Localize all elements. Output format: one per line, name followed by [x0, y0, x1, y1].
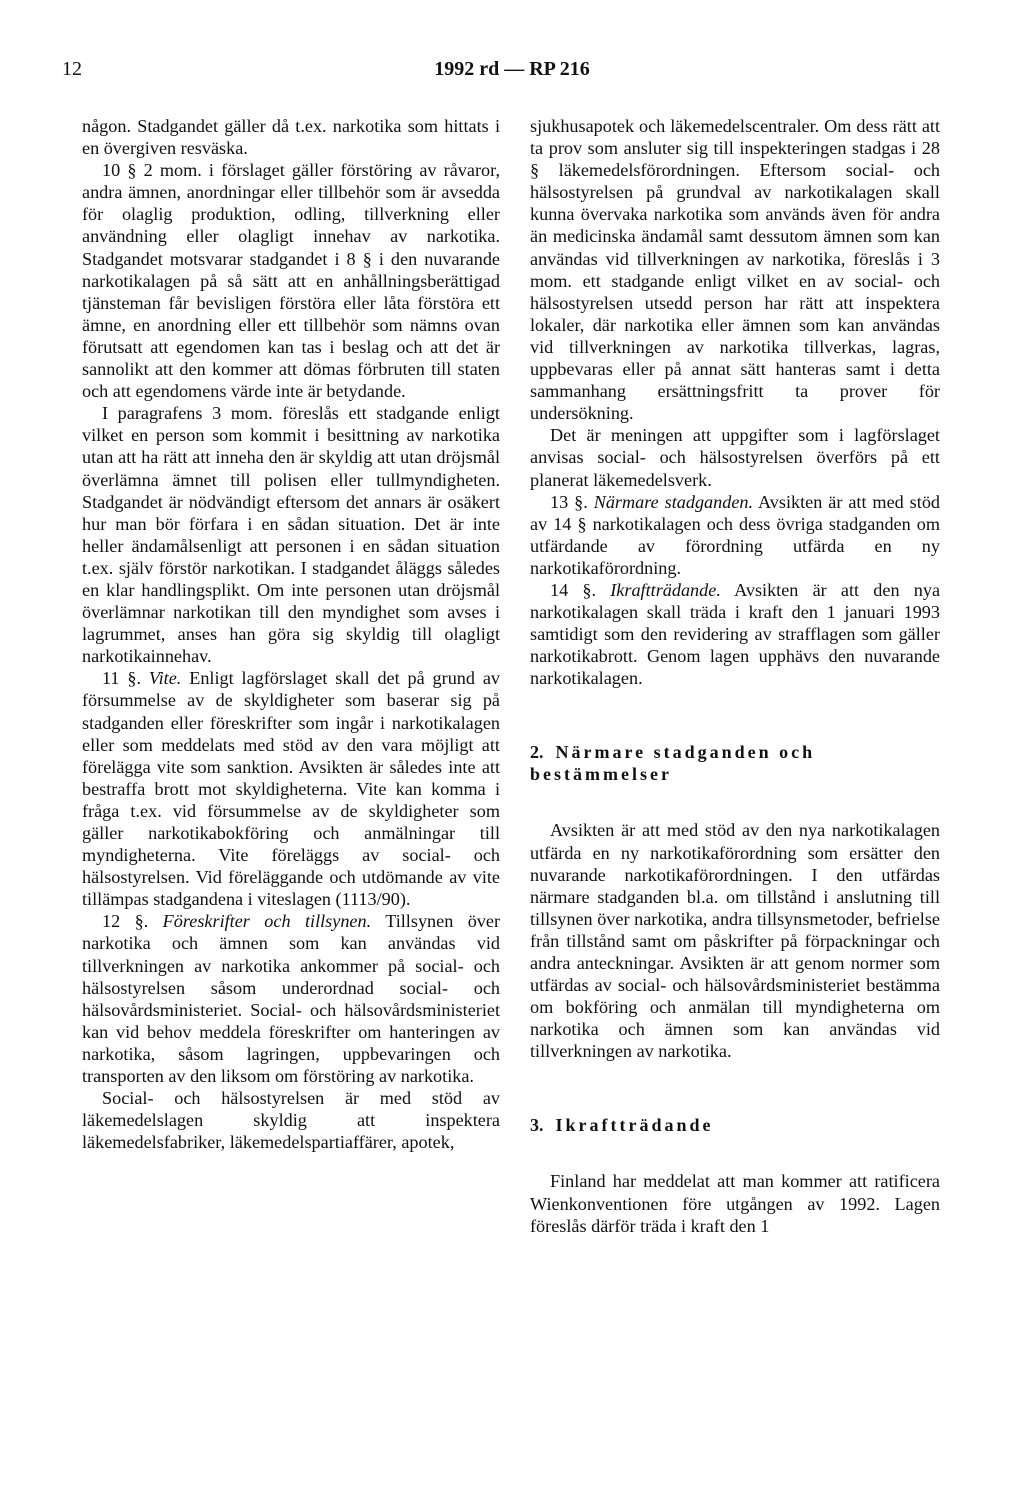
paragraph: Social- och hälsostyrelsen är med stöd av läkemedelslagen skyldig att inspektera läkemedelsfabriker, läkemedelspartiaffärer, apotek, [82, 1088, 500, 1153]
paragraph: sjukhusapotek och läkemedelscentraler. Om dess rätt att ta prov som ansluter sig till inspekteringen stadgas i 28 § läkemedelsförordningen. Eftersom social- och hälsostyrelsen på grundval av narkotikalagen skall kunna övervaka narkotika som används även för andra än medicinska ändamål samt dessutom ämnen som kan användas vid tillverkningen av narkotika, föreslås i 3 mom. ett stadgande enligt vilket en av social- och hälsostyrelsen utsedd person har rätt att inspektera lokaler, där narkotika eller ämnen som kan användas vid tillverkningen av narkotika tillverkas, lagras, uppbevaras eller på annat sätt hanteras samt i detta sammanhang ersättningsfritt ta prover för undersökning. [530, 116, 940, 424]
running-head: 1992 rd — RP 216 [434, 58, 590, 80]
section-heading-inline: Ikraftträdande. [610, 579, 721, 600]
paragraph: 10 § 2 mom. i förslaget gäller förstöring av råvaror, andra ämnen, anordningar eller tillbehör som är avsedda för olaglig produktion, odling, tillverkning eller användning eller olagligt innehav av narkotika. Stadgandet motsvarar stadgandet i 8 § i den nuvarande narkotikalagen på så sätt att en anhållningsberättigad tjänsteman får bevisligen förstöra eller låta förstöra ett ämne, en anordning eller ett tillbehör som nämns ovan förutsatt att egendomen kan tas i beslag och att det är sannolikt att den kommer att dömas förbruten till staten och att egendomens värde inte är betydande. [82, 160, 500, 402]
paragraph: Det är meningen att uppgifter som i lagförslaget anvisas social- och hälsostyrelsen överförs på ett planerat läkemedelsverk. [530, 425, 940, 490]
page-number: 12 [62, 58, 82, 80]
section-number: 3. [530, 1115, 544, 1136]
section-number: 2. [530, 742, 544, 763]
section-heading-inline: Föreskrifter och tillsynen. [162, 911, 372, 932]
section-heading-inline: Vite. [148, 668, 182, 689]
section-lead: 14 §. [550, 579, 597, 600]
paragraph-12-foreskrifter [82, 910, 500, 1087]
right-column [530, 115, 940, 1237]
paragraph: Finland har meddelat att man kommer att ratificera Wienkonventionen före utgången av 1992. Lagen föreslås därför träda i kraft den 1 [530, 1171, 940, 1236]
section-lead: 12 §. [102, 911, 149, 932]
section-heading-2 [530, 741, 940, 785]
paragraph-11-vite [82, 667, 500, 910]
section-title-continued: bestämmelser [530, 764, 672, 785]
paragraph: I paragrafens 3 mom. föreslås ett stadgande enligt vilket en person som kommit i besittning av narkotika utan att ha rätt att inneha den är skyldig att utan dröjsmål överlämna ämnet till polisen eller tullmyndigheten. Stadgandet är nödvändigt eftersom det annars är osäkert hur man bör förfara i en sådan situation. Det är inte heller ändamålsenligt att personen i en sådan situation t.ex. själv förstör narkotikan. I stadgandet åläggs således en klar handlingsplikt. Om inte personen utan dröjsmål överlämnar narkotikan till den myndighet som avses i lagrummet, anses han göra sig skyldig till olagligt narkotikainnehav. [82, 403, 500, 667]
section-title: Närmare stadganden och [555, 742, 816, 763]
section-heading-inline: Närmare stadganden. [593, 491, 754, 512]
paragraph-text: Tillsynen över narkotika och ämnen som kan användas vid tillverkningen av narkotika ankommer på social- och hälsostyrelsen såsom underordnad social- och hälsovårdsministeriet. Social- och hälsovårdsministeriet kan vid behov meddela föreskrifter om hanteringen av narkotika, såsom lagringen, uppbevaringen och transporten av den liksom om förstöring av narkotika. [82, 911, 501, 1087]
left-column [82, 115, 500, 1153]
paragraph: någon. Stadgandet gäller då t.ex. narkotika som hittats i en övergiven resväska. [82, 116, 500, 159]
section-heading-3 [530, 1114, 940, 1136]
paragraph-text: Avsikten är att den nya narkotikalagen skall träda i kraft den 1 januari 1993 samtidigt som den revidering av strafflagen som gäller narkotikabrott. Genom lagen upphävs den nuvarande narkotikalagen. [530, 579, 941, 689]
paragraph-text: Enligt lagförslaget skall det på grund av försummelse av de skyldigheter som baserar sig på stadganden eller föreskrifter som ingår i narkotikalagen eller som meddelats med stöd av den vara möjligt att förelägga vite som sanktion. Avsikten är således inte att bestraffa brott mot skyldigheterna. Vite kan komma i fråga t.ex. vid försummelse av de skyldigheter som gäller narkotikabokföring och anmälningar till myndigheterna. Vite föreläggs av social- och hälsostyrelsen. Vid föreläggande och utdömande av vite tillämpas stadgandena i viteslagen (1113/90). [82, 668, 501, 910]
section-lead: 13 §. [550, 491, 588, 512]
paragraph-14-ikrafttradande [530, 579, 940, 689]
paragraph-13-narmare [530, 491, 940, 579]
paragraph: Avsikten är att med stöd av den nya narkotikalagen utfärda en ny narkotikaförordning som ersätter den nuvarande narkotikaförordningen. I den utfärdas närmare stadganden bl.a. om tillstånd i anslutning till tillsynen över narkotika, andra tillsynsmetoder, befrielse från tillstånd samt om påskrifter på förpackningar och andra anteckningar. Avsikten är att genom normer som utfärdas av social- och hälsovårdsministeriet bestämma om bokföring och anmälan till myndigheterna om narkotika och ämnen som kan användas vid tillverkningen av narkotika. [530, 820, 940, 1062]
paragraph-text: Avsikten är att med stöd av 14 § narkotikalagen och dess övriga stadganden om utfärdande av förordning utfärda en ny narkotikaförordning. [530, 491, 941, 578]
section-title: Ikraftträdande [555, 1115, 714, 1136]
section-lead: 11 §. [102, 668, 142, 689]
